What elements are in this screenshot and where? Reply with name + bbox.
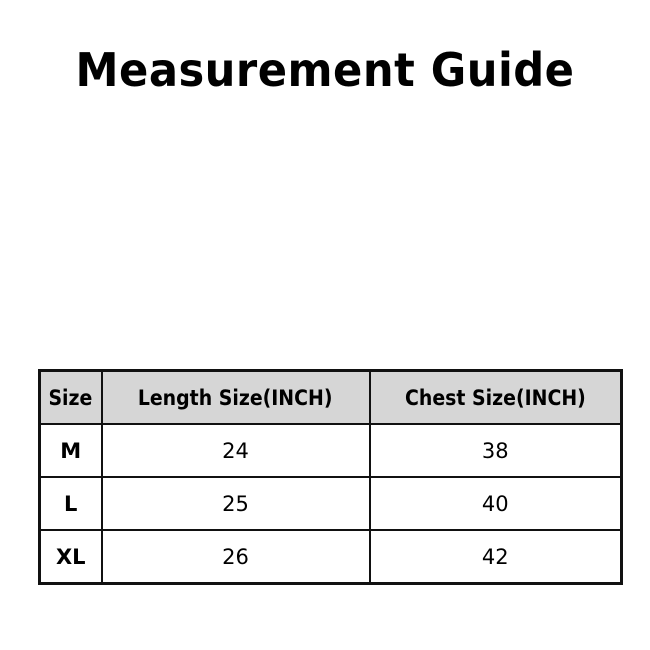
table-row <box>40 424 622 477</box>
length-cell: 26 <box>102 530 370 584</box>
chest-cell: 40 <box>370 477 622 530</box>
chest-cell: 42 <box>370 530 622 584</box>
measurement-table <box>38 369 623 585</box>
size-cell: M <box>40 424 102 477</box>
size-cell: XL <box>40 530 102 584</box>
chest-cell: 38 <box>370 424 622 477</box>
header-size-label: Size <box>48 385 93 410</box>
table-row <box>40 530 622 584</box>
header-chest-label: Chest Size(INCH) <box>404 385 586 410</box>
header-chest <box>370 371 622 425</box>
length-cell: 24 <box>102 424 370 477</box>
header-length-label: Length Size(INCH) <box>138 385 333 410</box>
header-size <box>40 371 102 425</box>
length-cell: 25 <box>102 477 370 530</box>
page-title: Measurement Guide <box>75 43 575 97</box>
size-cell: L <box>40 477 102 530</box>
header-length <box>102 371 370 425</box>
table-row <box>40 477 622 530</box>
table-header-row <box>40 371 622 425</box>
